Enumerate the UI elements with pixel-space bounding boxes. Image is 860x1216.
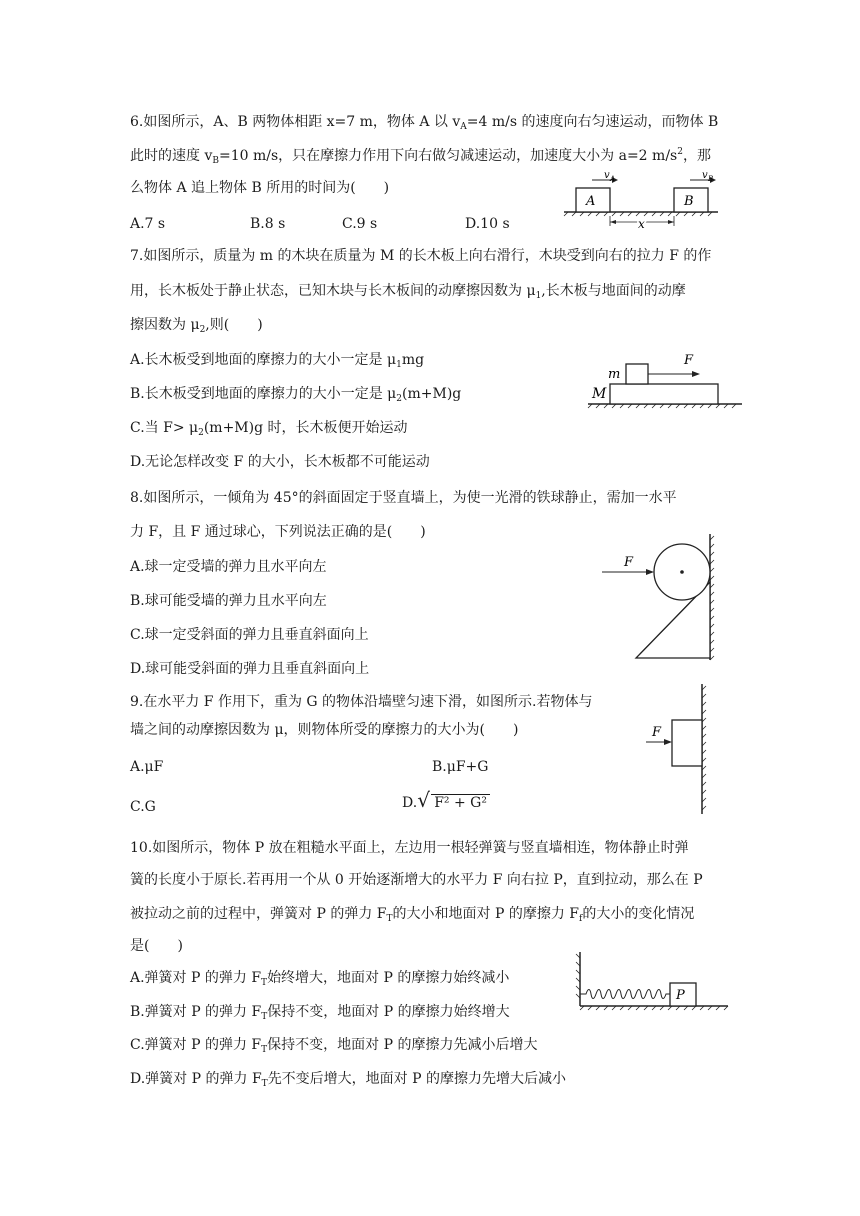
q8-option-b: B.球可能受墙的弹力且水平向左 xyxy=(130,593,327,609)
q10-text: 先不变后增大，地面对 P 的摩擦力先增大后减小 xyxy=(267,1071,567,1087)
q6-option-a: A.7 s xyxy=(130,216,166,232)
q10-sub: T xyxy=(261,1012,268,1022)
q10-text: C.弹簧对 P 的弹力 F xyxy=(130,1037,262,1053)
q9-stem-line2: 墙之间的动摩擦因数为 μ，则物体所受的摩擦力的大小为( ) xyxy=(130,722,519,738)
q7-text: B.长木板受到地面的摩擦力的大小一定是 μ xyxy=(130,386,397,402)
q6-text: 6.如图所示，A、B 两物体相距 x=7 m，物体 A 以 v xyxy=(130,114,461,130)
q7-label-force: F xyxy=(684,353,694,368)
q7-text: A.长木板受到地面的摩擦力的大小一定是 μ xyxy=(130,352,397,368)
q10-stem-line1: 10.如图所示，物体 P 放在粗糙水平面上，左边用一根轻弹簧与竖直墙相连，物体静止时弹 xyxy=(130,840,689,856)
q6-text: 此时的速度 v xyxy=(130,148,213,164)
q6-vel-b: v xyxy=(702,170,708,181)
q7-text: ,长木板与地面间的动摩 xyxy=(541,283,686,299)
q7-sub: 2 xyxy=(199,325,206,335)
q10-label-p: P xyxy=(676,988,685,1003)
q7-long-board xyxy=(610,384,718,404)
q7-text: C.当 F> μ xyxy=(130,420,199,436)
q6-text: =4 m/s 的速度向右匀速运动，而物体 B xyxy=(466,114,719,130)
q9-stem-line1: 9.在水平力 F 作用下，重为 G 的物体沿墙壁匀速下滑，如图所示.若物体与 xyxy=(130,694,593,710)
q10-option-a xyxy=(130,968,509,993)
q9-label-force: F xyxy=(652,725,662,740)
q10-sub: T xyxy=(261,1079,268,1089)
q7-figure xyxy=(588,348,744,412)
q10-text: 始终增大，地面对 P 的摩擦力始终减小 xyxy=(267,970,510,986)
q7-text: 用，长木板处于静止状态，已知木块与长木板间的动摩擦因数为 μ xyxy=(130,283,536,299)
q8-figure xyxy=(600,532,726,662)
q9-option-d xyxy=(402,788,490,813)
q10-stem-line3 xyxy=(130,904,694,929)
q6-text: ，那 xyxy=(682,148,711,164)
q7-text: ,则( ) xyxy=(205,317,263,333)
q7-stem-line3 xyxy=(130,315,263,340)
q10-option-b xyxy=(130,1002,510,1027)
q6-figure xyxy=(562,170,722,232)
q10-sub: T xyxy=(261,1045,268,1055)
q8-option-d: D.球可能受斜面的弹力且垂直斜面向上 xyxy=(130,661,370,677)
q6-distance-label: x xyxy=(638,217,645,231)
q10-sub: T xyxy=(386,914,393,924)
q7-label-big: M xyxy=(592,386,607,402)
q10-stem-line2: 簧的长度小于原长.若再用一个从 0 开始逐渐增大的水平力 F 向右拉 P，直到拉动，那么在 P xyxy=(130,872,703,888)
q10-option-d xyxy=(130,1069,566,1094)
q7-text: (m+M)g xyxy=(402,386,462,402)
q6-stem-line2 xyxy=(130,142,711,171)
q10-text: A.弹簧对 P 的弹力 F xyxy=(130,970,262,986)
q6-option-d: D.10 s xyxy=(465,216,510,232)
q8-label-force: F xyxy=(624,555,634,570)
q8-option-a: A.球一定受墙的弹力且水平向左 xyxy=(130,559,327,575)
q8-stem-line1: 8.如图所示，一倾角为 45°的斜面固定于竖直墙上，为使一光滑的铁球静止，需加一水平 xyxy=(130,490,677,506)
q6-sup: 2 xyxy=(677,147,683,157)
q10-spring xyxy=(580,990,670,999)
q7-option-a xyxy=(130,350,424,375)
q9-option-d-expr: F² + G² xyxy=(431,794,490,811)
q7-option-c xyxy=(130,418,408,443)
q7-option-d: D.无论怎样改变 F 的大小，长木板都不可能运动 xyxy=(130,454,430,470)
q6-stem-line1 xyxy=(130,112,718,137)
q7-text: mg xyxy=(401,352,425,368)
q7-stem-line2 xyxy=(130,281,686,306)
q7-label-small: m xyxy=(608,367,621,382)
q10-stem-line4: 是( ) xyxy=(130,938,183,954)
q8-stem-line2: 力 F，且 F 通过球心，下列说法正确的是( ) xyxy=(130,524,426,540)
q9-figure xyxy=(644,682,714,816)
q9-option-d-prefix: D. xyxy=(402,795,418,811)
q6-sub: B xyxy=(212,156,219,166)
q9-option-b: B.μF+G xyxy=(432,759,489,775)
q7-sub: 2 xyxy=(198,428,204,438)
q6-stem-line3: 么物体 A 追上物体 B 所用的时间为( ) xyxy=(130,180,390,196)
q7-stem-line1: 7.如图所示，质量为 m 的木块在质量为 M 的长木板上向右滑行，木块受到向右的拉力 F 的作 xyxy=(130,248,712,264)
q6-vel-b-sub: B xyxy=(708,175,714,183)
q6-option-c: C.9 s xyxy=(342,216,378,232)
q7-sub: 1 xyxy=(396,360,402,370)
q10-text: 保持不变，地面对 P 的摩擦力始终增大 xyxy=(267,1004,510,1020)
q7-small-block xyxy=(626,364,648,384)
q10-figure xyxy=(574,950,730,1012)
q10-sub: T xyxy=(261,978,268,988)
q9-block xyxy=(672,720,702,766)
q9-option-a: A.μF xyxy=(130,759,164,775)
q10-text: B.弹簧对 P 的弹力 F xyxy=(130,1004,262,1020)
q7-text: 擦因数为 μ xyxy=(130,317,200,333)
q10-text: D.弹簧对 P 的弹力 F xyxy=(130,1071,262,1087)
q10-text: 的大小和地面对 P 的摩擦力 F xyxy=(392,906,579,922)
q6-label-b: B xyxy=(684,194,694,209)
q6-sub: A xyxy=(460,122,467,132)
q7-sub: 1 xyxy=(535,291,542,301)
q6-label-a: A xyxy=(586,194,596,209)
q6-vel-a-sub: A xyxy=(610,175,616,183)
q10-sub: f xyxy=(578,914,583,924)
q6-text: =10 m/s，只在摩擦力作用下向右做匀减速运动，加速度大小为 a=2 m/s xyxy=(218,148,678,164)
q7-option-b xyxy=(130,384,461,409)
q9-option-d-formula: √ F² + G² xyxy=(417,793,490,813)
q6-option-b: B.8 s xyxy=(250,216,286,232)
q10-option-c xyxy=(130,1035,538,1060)
q7-text: (m+M)g 时，长木板便开始运动 xyxy=(203,420,408,436)
q10-text: 保持不变，地面对 P 的摩擦力先减小后增大 xyxy=(267,1037,538,1053)
q7-sub: 2 xyxy=(396,394,403,404)
q9-option-c: C.G xyxy=(130,799,156,815)
q8-option-c: C.球一定受斜面的弹力且垂直斜面向上 xyxy=(130,627,369,643)
q10-text: 的大小的变化情况 xyxy=(582,906,695,922)
q10-text: 被拉动之前的过程中，弹簧对 P 的弹力 F xyxy=(130,906,387,922)
q6-vel-a: v xyxy=(604,170,610,181)
